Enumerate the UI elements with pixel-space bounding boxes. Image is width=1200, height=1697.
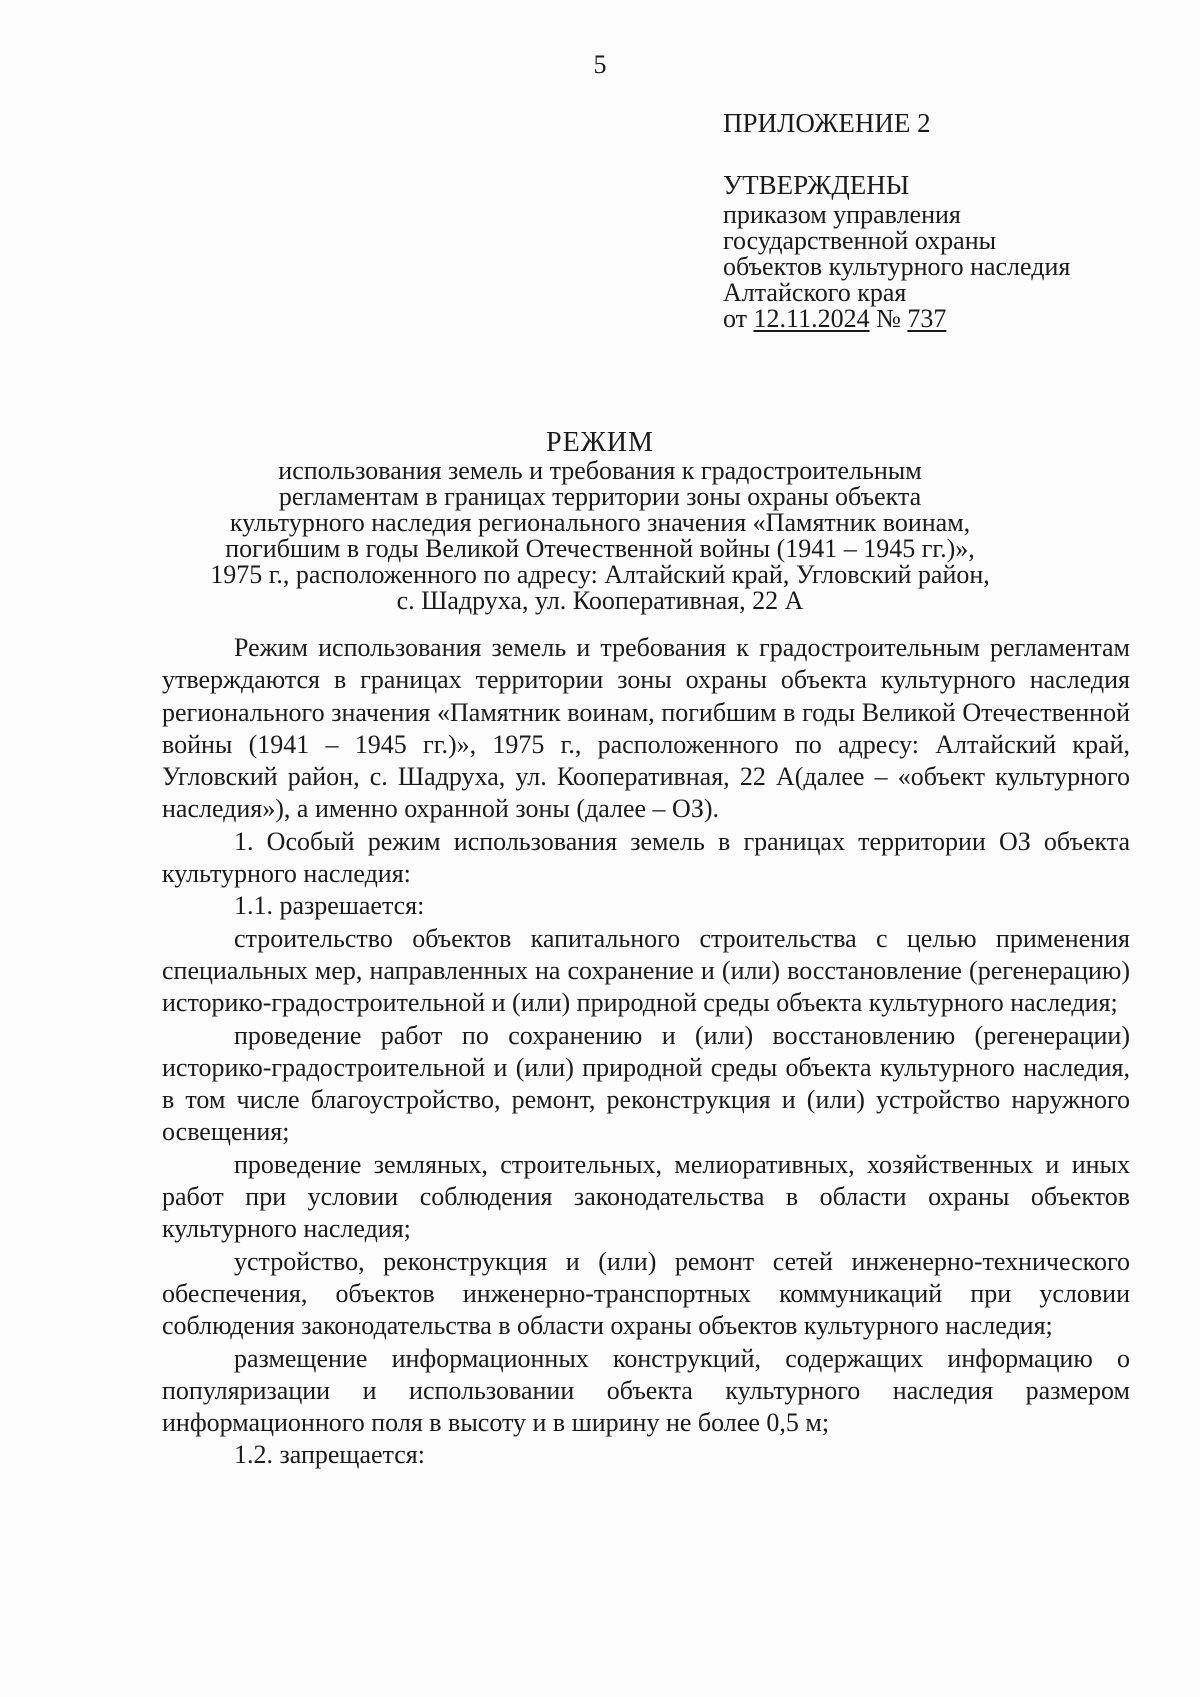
title-line-5: 1975 г., расположенного по адресу: Алтайский край, Угловский район, — [210, 560, 990, 589]
appendix-label: ПРИЛОЖЕНИЕ 2 — [723, 108, 931, 138]
document-title-block — [100, 427, 1100, 615]
approval-line-4: Алтайского края — [723, 278, 907, 307]
subsection-1-1-heading: 1.1. разрешается: — [234, 891, 425, 921]
title-line-1: использования земель и требования к градостроительным — [278, 456, 922, 485]
approval-date-line — [723, 306, 1163, 332]
permitted-item-3: проведение земляных, строительных, мелиоративных, хозяйственных и иных работ при условии соблюдения законодательства в области охраны объектов культурного наследия; — [162, 1149, 1130, 1244]
date-prefix: от — [723, 304, 748, 333]
title-line-3: культурного наследия регионального значения «Памятник воинам, — [229, 508, 971, 537]
document-body — [162, 632, 1130, 1472]
intro-paragraph: Режим использования земель и требования к градостроительным регламентам утверждаются в границах территории зоны охраны объекта культурного наследия регионального значения «Памятник воинам, погибшим в годы Великой Отечественной войны (1941 – 1945 гг.)», 1975 г., расположенного по адресу: Алтайский край, Угловский район, с. Шадруха, ул. Кооперативная, 22 А(далее – «объект культурного наследия»), а именно охранной зоны (далее – ОЗ). — [162, 633, 1130, 824]
number-sign: № — [876, 304, 901, 333]
approval-block — [723, 110, 1163, 332]
section-1-paragraph: 1. Особый режим использования земель в границах территории ОЗ объекта культурного наследия: — [162, 826, 1130, 889]
permitted-item-1: строительство объектов капитального строительства с целью применения специальных мер, направленных на сохранение и (или) восстановление (регенерацию) историко-градостроительной и (или) природной среды объекта культурного наследия; — [162, 923, 1130, 1018]
page-number: 5 — [593, 50, 607, 79]
order-date: 12.11.2024 — [753, 304, 870, 333]
title-line-6: с. Шадруха, ул. Кооперативная, 22 А — [396, 586, 804, 615]
order-number: 737 — [907, 304, 947, 333]
approval-line-2: государственной охраны — [723, 226, 997, 255]
permitted-item-5: размещение информационных конструкций, содержащих информацию о популяризации и использовании объекта культурного наследия размером информационного поля в высоту и в ширину не более 0,5 м; — [162, 1343, 1130, 1438]
approved-label: УТВЕРЖДЕНЫ — [723, 170, 910, 200]
subsection-1-2-heading: 1.2. запрещается: — [234, 1440, 425, 1470]
title-line-2: регламентам в границах территории зоны охраны объекта — [278, 482, 922, 511]
title-line-4: погибшим в годы Великой Отечественной войны (1941 – 1945 гг.)», — [225, 534, 975, 563]
permitted-item-2: проведение работ по сохранению и (или) восстановлению (регенерации) историко-градостроительной и (или) природной среды объекта культурного наследия, в том числе благоустройство, ремонт, реконструкция и (или) устройство наружного освещения; — [162, 1020, 1130, 1147]
document-heading: РЕЖИМ — [546, 427, 654, 458]
approval-line-1: приказом управления — [723, 200, 961, 229]
approval-line-3: объектов культурного наследия — [723, 252, 1071, 281]
permitted-item-4: устройство, реконструкция и (или) ремонт сетей инженерно-технического обеспечения, объектов инженерно-транспортных коммуникаций при условии соблюдения законодательства в области охраны объектов культурного наследия; — [162, 1246, 1130, 1341]
